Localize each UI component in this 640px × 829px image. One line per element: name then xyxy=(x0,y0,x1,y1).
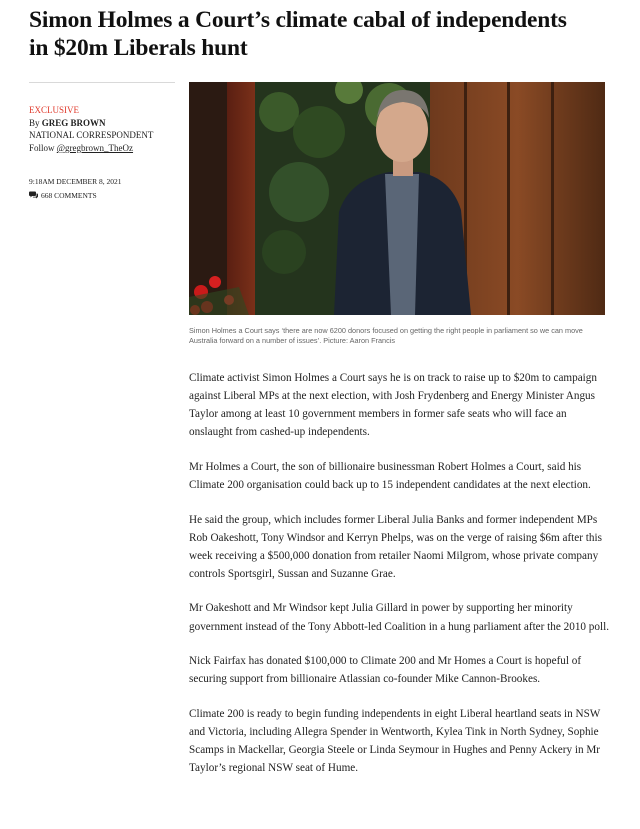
comment-bubble-icon xyxy=(29,191,38,199)
photo-caption: Simon Holmes a Court says ‘there are now 6200 donors focused on getting the right people in parliament so we can move Australia forward on a number of issues’. Picture: Aaron Francis xyxy=(189,326,583,345)
divider xyxy=(29,82,175,83)
comments-link[interactable] xyxy=(29,189,179,203)
portrait-photo xyxy=(189,82,605,315)
byline xyxy=(29,104,179,154)
twitter-handle-link[interactable]: @gregbrown_TheOz xyxy=(56,142,134,153)
publish-timestamp: 9:18AM DECEMBER 8, 2021 xyxy=(29,177,122,186)
by-label: By xyxy=(29,117,40,128)
follow-line xyxy=(29,142,179,155)
body-paragraph: Nick Fairfax has donated $100,000 to Climate 200 and Mr Homes a Court is hopeful of securing support from billionaire Atlassian co-founder Mike Cannon-Brookes. xyxy=(189,655,582,686)
body-paragraph: Mr Holmes a Court, the son of billionaire businessman Robert Holmes a Court, said his Climate 200 organisation could back up to 15 independent candidates at the next election. xyxy=(189,460,591,491)
body-paragraph: Climate activist Simon Holmes a Court says he is on track to raise up to $20m to campaign against Liberal MPs at the next election, with Josh Frydenberg and Energy Minister Angus Taylor among at least 10 government members in former safe seats who will face an onslaught from cashed-up independents. xyxy=(189,372,597,439)
article-meta xyxy=(29,175,179,202)
author-role: NATIONAL CORRESPONDENT xyxy=(29,130,154,141)
author-line xyxy=(29,117,179,130)
body-paragraph: Mr Oakeshott and Mr Windsor kept Julia Gillard in power by supporting her minority government instead of the Tony Abbott-led Coalition in a hung parliament after the 2010 poll. xyxy=(189,602,610,633)
exclusive-tag: EXCLUSIVE xyxy=(29,105,79,115)
author-link[interactable]: GREG BROWN xyxy=(41,117,106,128)
article-headline: Simon Holmes a Court’s climate cabal of independents in $20m Liberals hunt xyxy=(29,7,567,61)
follow-label: Follow xyxy=(29,142,55,153)
body-paragraph: Climate 200 is ready to begin funding independents in eight Liberal heartland seats in NSW and Victoria, including Allegra Spender in Wentworth, Kylea Tink in North Sydney, Sophie Scamps in Mackellar, Georgia Steele or Linda Seymour in Hughes and Penny Ackery in Mr Taylor’s regional NSW seat of Hume. xyxy=(189,707,601,775)
article-body xyxy=(189,369,609,794)
article-photo xyxy=(189,82,605,315)
comment-count: 668 COMMENTS xyxy=(41,190,97,200)
body-paragraph: He said the group, which includes former Liberal Julia Banks and former independent MPs Rob Oakeshott, Tony Windsor and Kerryn Phelps, was on the verge of raising $6m after this week receiving a $500,000 donation from retailer Naomi Milgrom, whose private company controls Sportsgirl, Sussan and Suzanne Grae. xyxy=(189,513,602,580)
